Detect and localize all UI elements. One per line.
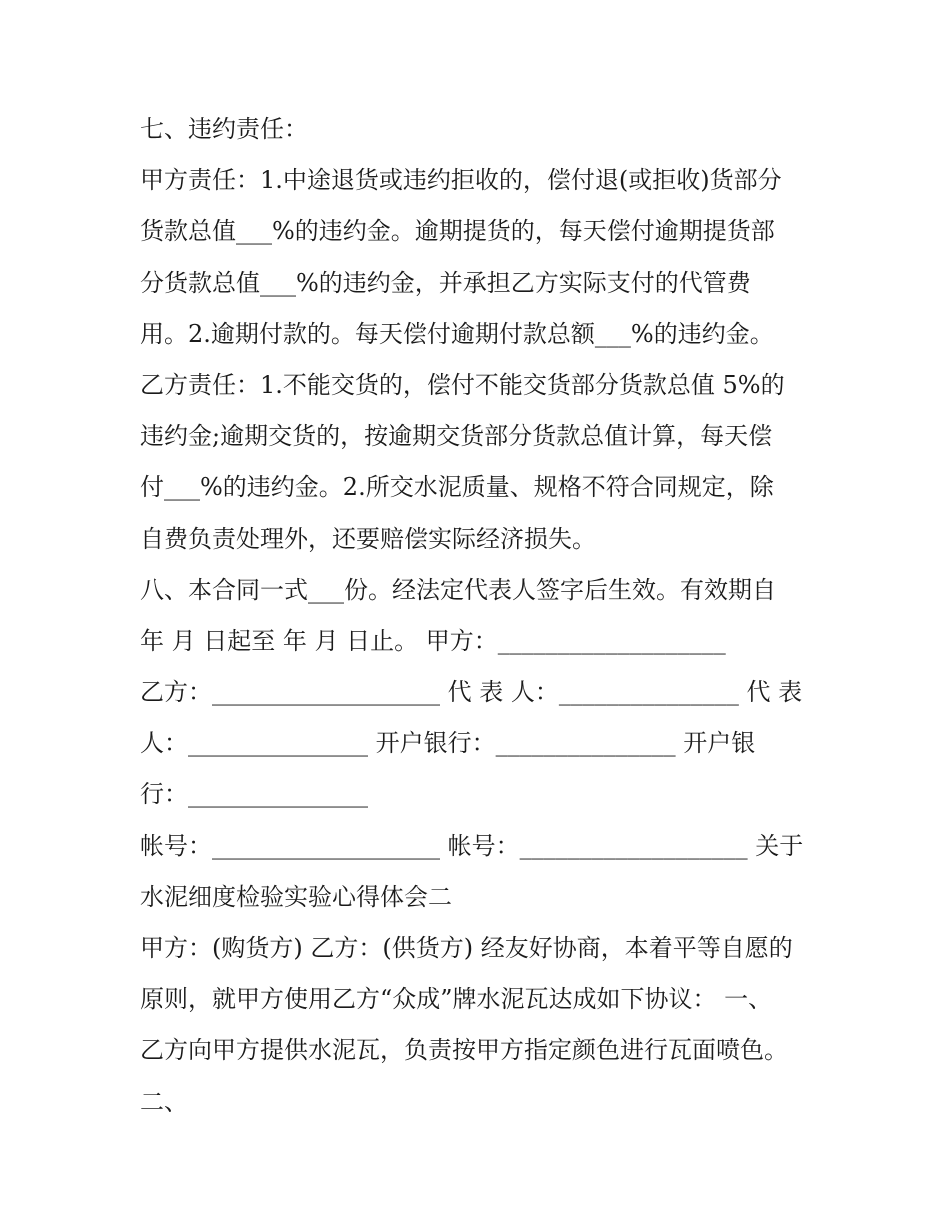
paragraph-line: 付___%的违约金。2.所交水泥质量、规格不符合同规定，除 <box>140 473 774 502</box>
signature-line: 乙方：___________________ 代 表 人：_______________ 代 表 <box>140 678 803 707</box>
paragraph-line: 分货款总值___%的违约金，并承担乙方实际支付的代管费 <box>140 268 751 297</box>
subtitle-line: 水泥细度检验实验心得体会二 <box>140 882 452 911</box>
paragraph-line: 乙方责任：1.不能交货的，偿付不能交货部分货款总值 5%的 <box>140 370 785 399</box>
paragraph-line: 货款总值___%的违约金。逾期提货的，每天偿付逾期提货部 <box>140 217 775 246</box>
document-body <box>140 104 820 1128</box>
section-8-line: 八、本合同一式___份。经法定代表人签字后生效。有效期自 <box>140 575 776 604</box>
paragraph-line: 违约金;逾期交货的，按逾期交货部分货款总值计算，每天偿 <box>140 422 773 451</box>
paragraph-line: 用。2.逾期付款的。每天偿付逾期付款总额___%的违约金。 <box>140 319 774 348</box>
paragraph-line: 甲方：(购货方) 乙方：(供货方) 经友好协商，本着平等自愿的 <box>140 934 793 962</box>
account-line: 帐号：___________________ 帐号：___________________ 关于 <box>140 831 804 860</box>
paragraph-line: 乙方向甲方提供水泥瓦，负责按甲方指定颜色进行瓦面喷色。 <box>140 1036 788 1065</box>
paragraph-line: 自费负责处理外，还要赔偿实际经济损失。 <box>140 524 596 553</box>
signature-line: 人：_______________ 开户银行：_______________ 开户银 <box>140 729 756 758</box>
signature-line: 行：_______________ <box>140 780 368 809</box>
paragraph-line: 年 月 日起至 年 月 日止。 甲方：___________________ <box>140 626 726 655</box>
section-7-heading: 七、违约责任： <box>140 115 308 143</box>
paragraph-line: 甲方责任：1.中途退货或违约拒收的，偿付退(或拒收)货部分 <box>140 166 782 195</box>
paragraph-line: 二、 <box>140 1087 188 1116</box>
paragraph-line: 原则，就甲方使用乙方“众成”牌水泥瓦达成如下协议： 一、 <box>140 985 773 1014</box>
